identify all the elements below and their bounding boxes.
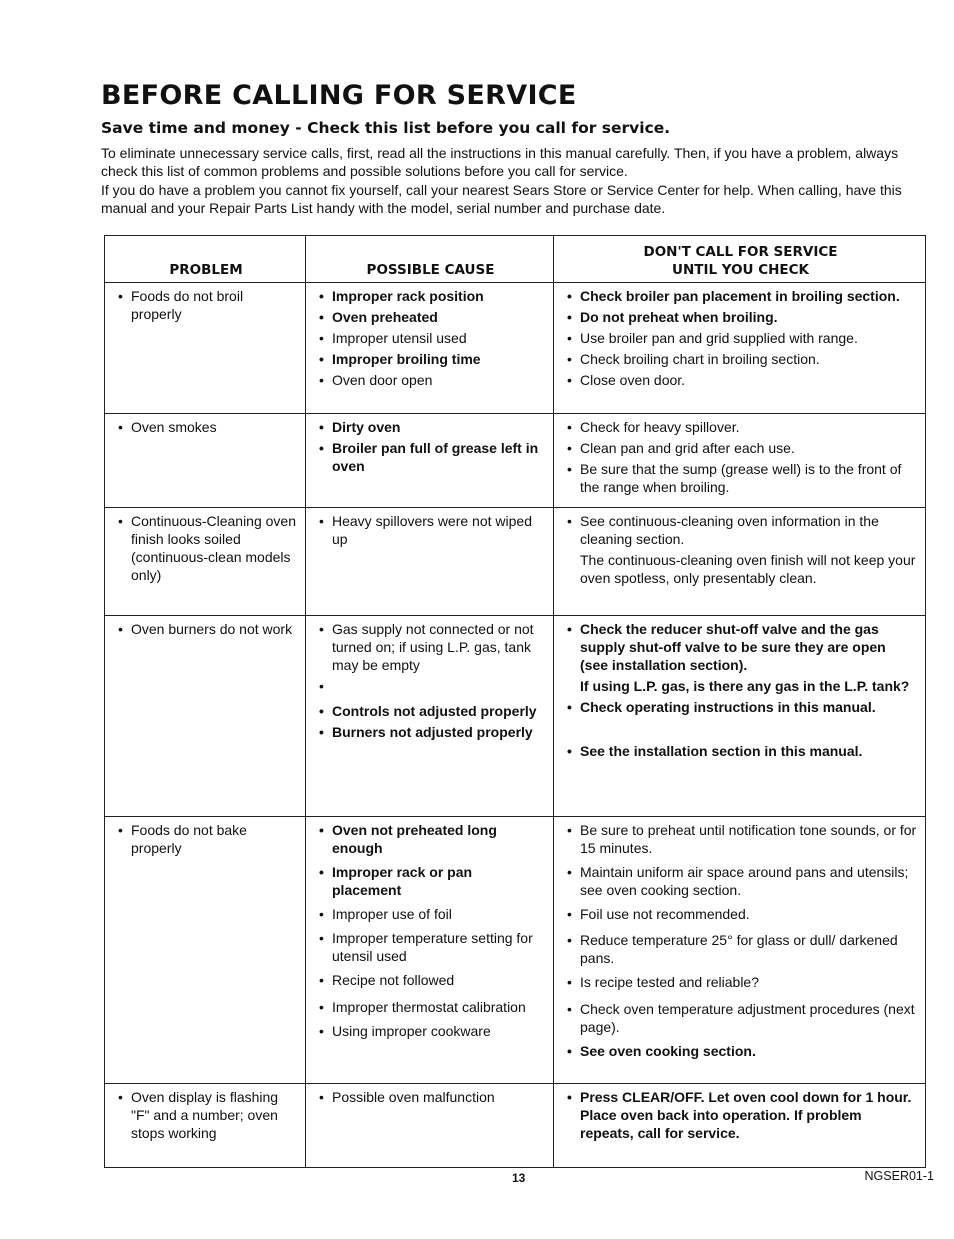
check-item: • Press CLEAR/OFF. Let oven cool down for 1 hour. Place oven back into operation. If problem repeats, call for service. [564, 1088, 917, 1142]
header-possible-cause: POSSIBLE CAUSE [306, 236, 554, 282]
cause-cell [306, 283, 554, 413]
page-number: 13 [512, 1171, 526, 1185]
cause-cell [306, 1084, 554, 1167]
cause-item: • Oven preheated [316, 308, 545, 326]
cause-item: • Improper rack position [316, 287, 545, 305]
table-row [104, 283, 926, 414]
check-item: • Use broiler pan and grid supplied with range. [564, 329, 917, 347]
cause-item: • Improper utensil used [316, 329, 545, 347]
check-item: • Is recipe tested and reliable? [564, 973, 917, 991]
cause-item: • Improper broiling time [316, 350, 545, 368]
problem-text: • Oven burners do not work [115, 620, 297, 638]
check-item: • See oven cooking section. [564, 1042, 917, 1060]
spacer [316, 677, 545, 699]
check-item: • Check oven temperature adjustment procedures (next page). [564, 1000, 917, 1036]
check-item: • See continuous-cleaning oven information in the cleaning section. [564, 512, 917, 548]
check-item: • Clean pan and grid after each use. [564, 439, 917, 457]
check-item: • Maintain uniform air space around pans and utensils; see oven cooking section. [564, 863, 917, 899]
check-cell [554, 283, 925, 413]
check-cell [554, 817, 925, 1083]
check-item: • Foil use not recommended. [564, 905, 917, 923]
problem-cell [105, 414, 306, 507]
problem-cell [105, 508, 306, 615]
cause-item: • Controls not adjusted properly [316, 702, 545, 720]
check-cell [554, 508, 925, 615]
problem-text: • Continuous-Cleaning oven finish looks soiled (continuous-clean models only) [115, 512, 297, 584]
table-row [104, 1084, 926, 1168]
problem-text: • Foods do not broil properly [115, 287, 297, 323]
cause-cell [306, 414, 554, 507]
problem-cell [105, 616, 306, 816]
cause-item: • Burners not adjusted properly [316, 723, 545, 741]
cause-item: • Possible oven malfunction [316, 1088, 545, 1106]
document-code: NGSER01-1 [864, 1169, 934, 1183]
table-header-row [104, 235, 926, 283]
check-item: • Do not preheat when broiling. [564, 308, 917, 326]
cause-item: • Broiler pan full of grease left in oven [316, 439, 545, 475]
problem-cell [105, 817, 306, 1083]
table-row [104, 508, 926, 616]
check-item: • Close oven door. [564, 371, 917, 389]
cause-cell [306, 616, 554, 816]
check-item: • Be sure that the sump (grease well) is to the front of the range when broiling. [564, 460, 917, 496]
cause-item: • Heavy spillovers were not wiped up [316, 512, 545, 548]
header-problem: PROBLEM [105, 236, 306, 282]
cause-item: • Improper rack or pan placement [316, 863, 545, 899]
check-note: The continuous-cleaning oven finish will not keep your oven spotless, only presentably clean. [580, 552, 916, 586]
check-note: If using L.P. gas, is there any gas in the L.P. tank? [580, 678, 910, 694]
check-item: • Be sure to preheat until notification tone sounds, or for 15 minutes. [564, 821, 917, 857]
cause-item: • Gas supply not connected or not turned on; if using L.P. gas, tank may be empty [316, 620, 545, 674]
check-cell [554, 414, 925, 507]
cause-item: • Improper thermostat calibration [316, 998, 545, 1016]
check-cell [554, 1084, 925, 1167]
check-item: • Check broiler pan placement in broiling section. [564, 287, 917, 305]
problem-text: • Oven smokes [115, 418, 297, 436]
problem-cell [105, 1084, 306, 1167]
page-title: BEFORE CALLING FOR SERVICE [101, 80, 577, 111]
table-row [104, 817, 926, 1084]
header-check: DON'T CALL FOR SERVICE UNTIL YOU CHECK [643, 244, 838, 278]
table-row [104, 414, 926, 508]
check-item: • Check broiling chart in broiling section. [564, 350, 917, 368]
check-item: • Check operating instructions in this manual. [564, 698, 917, 716]
check-item: • Check for heavy spillover. [564, 418, 917, 436]
cause-item: • Improper temperature setting for utensil used [316, 929, 545, 965]
cause-item: • Oven not preheated long enough [316, 821, 545, 857]
cause-item: • Oven door open [316, 371, 545, 389]
cause-item: • Improper use of foil [316, 905, 545, 923]
cause-item: • Dirty oven [316, 418, 545, 436]
cause-item: • Recipe not followed [316, 971, 545, 989]
subtitle: Save time and money - Check this list before you call for service. [101, 119, 671, 137]
troubleshooting-table [104, 235, 926, 1168]
cause-item: • Using improper cookware [316, 1022, 545, 1040]
check-item: • Reduce temperature 25° for glass or dull/ darkened pans. [564, 931, 917, 967]
cause-cell [306, 817, 554, 1083]
check-item: • See the installation section in this manual. [564, 742, 917, 760]
problem-text: • Foods do not bake properly [115, 821, 297, 857]
cause-cell [306, 508, 554, 615]
table-row [104, 616, 926, 817]
intro-paragraph: If you do have a problem you cannot fix yourself, call your nearest Sears Store or Service Center for help. When calling, have this manual and your Repair Parts List handy with the model, serial number and purchase date. [101, 182, 902, 216]
intro-paragraph: To eliminate unnecessary service calls, first, read all the instructions in this manual carefully. Then, if you have a problem, always check this list of common problems and possible solutions before you call for service. [101, 145, 899, 179]
check-cell [554, 616, 925, 816]
problem-cell [105, 283, 306, 413]
intro-text [101, 144, 931, 218]
check-item: • Check the reducer shut-off valve and the gas supply shut-off valve to be sure they are open (see installation section). [564, 620, 917, 674]
problem-text: • Oven display is flashing "F" and a number; oven stops working [115, 1088, 297, 1142]
